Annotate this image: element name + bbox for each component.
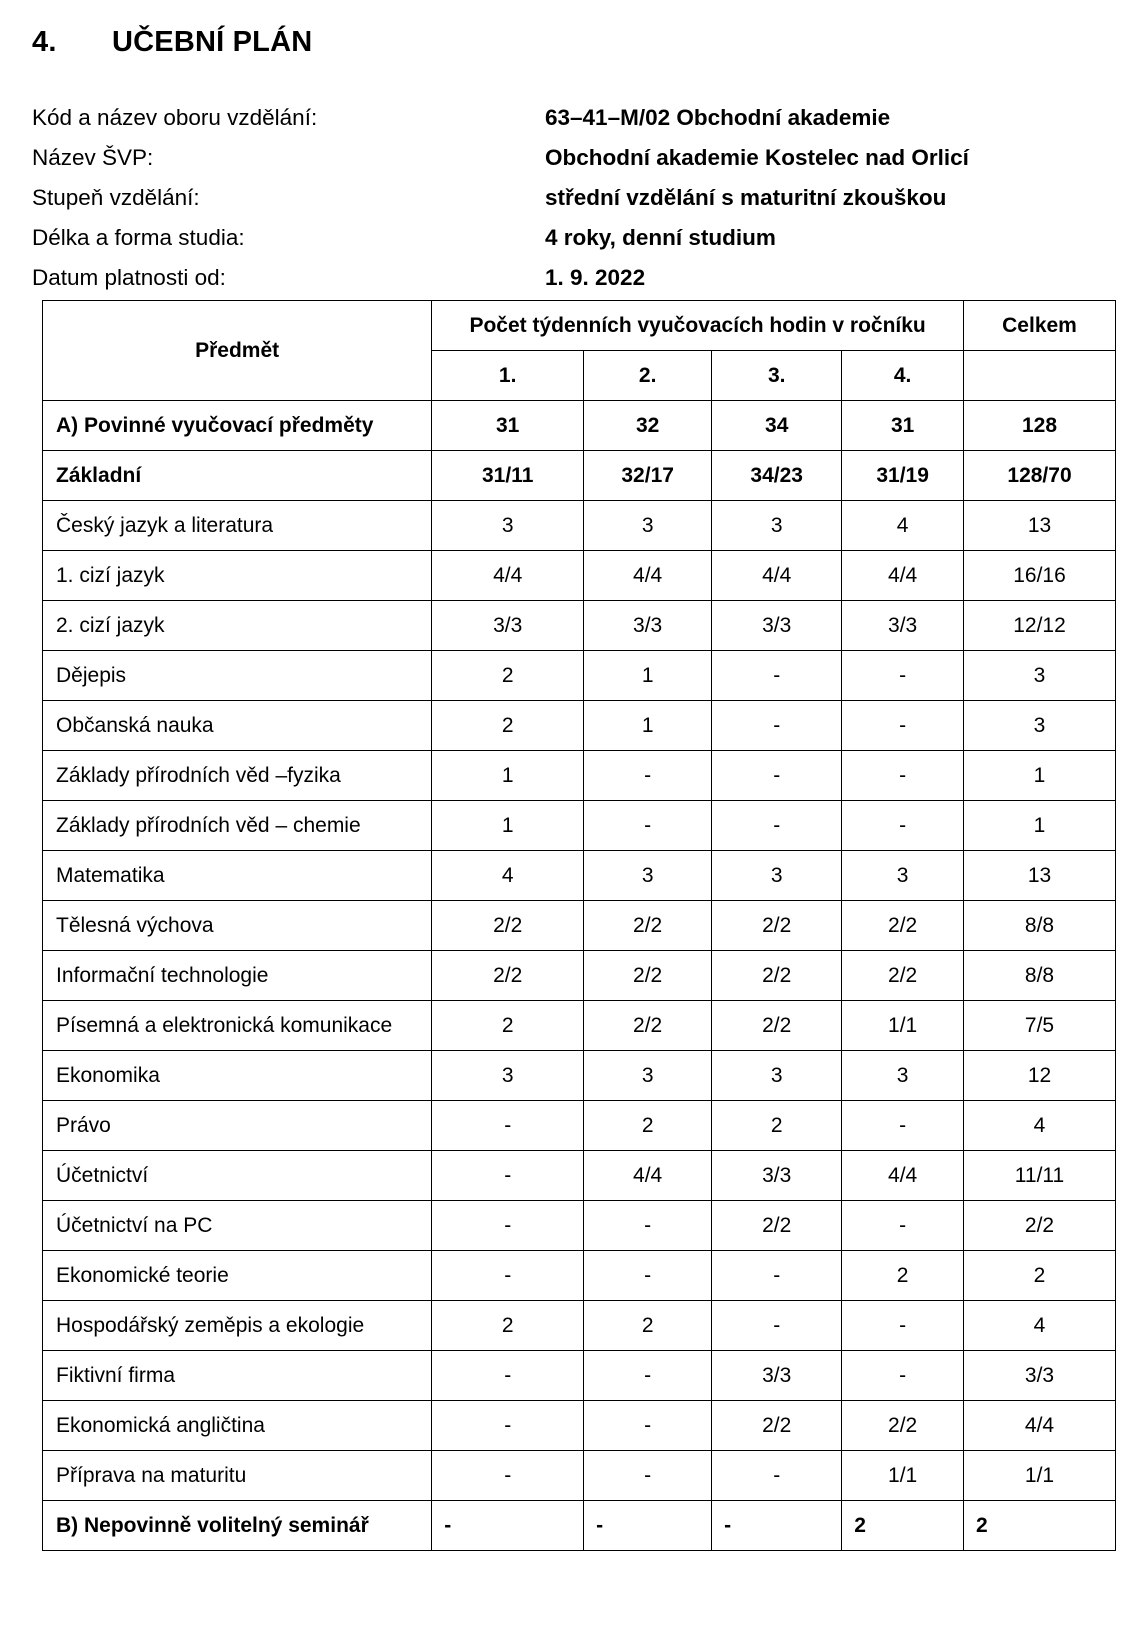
table-row <box>43 1051 1116 1101</box>
hours-cell: 2 <box>432 1301 584 1351</box>
hours-cell: - <box>584 1201 712 1251</box>
info-label: Datum platnosti od: <box>32 265 226 290</box>
hours-cell: 31/19 <box>842 451 964 501</box>
hours-cell: 2/2 <box>584 901 712 951</box>
table-row <box>43 851 1116 901</box>
hours-cell: 3/3 <box>712 601 842 651</box>
table-row <box>43 1351 1116 1401</box>
hours-cell: 2/2 <box>842 951 964 1001</box>
hours-cell: - <box>432 1351 584 1401</box>
hours-cell: 4 <box>432 851 584 901</box>
hours-cell: 2 <box>842 1251 964 1301</box>
subject-cell: Účetnictví na PC <box>43 1201 432 1251</box>
hours-cell: 3/3 <box>432 601 584 651</box>
hours-cell: 32/17 <box>584 451 712 501</box>
total-cell: 128/70 <box>964 451 1116 501</box>
total-cell: 13 <box>964 851 1116 901</box>
header-total: Celkem <box>964 301 1116 351</box>
table-row <box>43 951 1116 1001</box>
hours-cell: - <box>712 701 842 751</box>
table-row <box>43 801 1116 851</box>
info-label: Délka a forma studia: <box>32 225 245 250</box>
hours-cell: 2 <box>584 1301 712 1351</box>
hours-cell: 2 <box>712 1101 842 1151</box>
study-info <box>32 98 1112 298</box>
header-weekly-hours: Počet týdenních vyučovacích hodin v ročníku <box>432 301 964 351</box>
hours-cell: 1 <box>584 701 712 751</box>
hours-cell: 4/4 <box>584 551 712 601</box>
total-cell: 16/16 <box>964 551 1116 601</box>
total-cell: 12/12 <box>964 601 1116 651</box>
hours-cell: 4/4 <box>712 551 842 601</box>
subject-cell: Občanská nauka <box>43 701 432 751</box>
hours-cell: 4/4 <box>432 551 584 601</box>
total-cell: 7/5 <box>964 1001 1116 1051</box>
subject-cell: Písemná a elektronická komunikace <box>43 1001 432 1051</box>
table-row <box>43 451 1116 501</box>
table-row <box>43 1401 1116 1451</box>
hours-cell: - <box>584 801 712 851</box>
hours-cell: 2 <box>584 1101 712 1151</box>
subject-cell: Fiktivní firma <box>43 1351 432 1401</box>
subject-cell: Dějepis <box>43 651 432 701</box>
table-row <box>43 401 1116 451</box>
subject-cell: B) Nepovinně volitelný seminář <box>43 1501 432 1551</box>
hours-cell: 3/3 <box>712 1351 842 1401</box>
total-cell: 1 <box>964 801 1116 851</box>
table-row <box>43 751 1116 801</box>
hours-cell: 4 <box>842 501 964 551</box>
table-row <box>43 651 1116 701</box>
hours-cell: - <box>584 1451 712 1501</box>
total-cell: 8/8 <box>964 901 1116 951</box>
hours-cell: 2 <box>432 651 584 701</box>
hours-cell: 1 <box>432 751 584 801</box>
total-cell: 3/3 <box>964 1351 1116 1401</box>
hours-cell: 31 <box>842 401 964 451</box>
subject-cell: Tělesná výchova <box>43 901 432 951</box>
info-label: Stupeň vzdělání: <box>32 185 200 210</box>
hours-cell: 3 <box>842 1051 964 1101</box>
curriculum-table <box>42 300 1116 1551</box>
header-total-empty <box>964 351 1116 401</box>
hours-cell: - <box>584 1401 712 1451</box>
header-year: 2. <box>584 351 712 401</box>
hours-cell: 2/2 <box>432 951 584 1001</box>
info-value: 63–41–M/02 Obchodní akademie <box>545 105 891 130</box>
hours-cell: 34/23 <box>712 451 842 501</box>
hours-cell: - <box>584 1351 712 1401</box>
hours-cell: - <box>712 1501 842 1551</box>
hours-cell: 31 <box>432 401 584 451</box>
hours-cell: 3 <box>712 501 842 551</box>
hours-cell: - <box>712 801 842 851</box>
hours-cell: 1 <box>584 651 712 701</box>
hours-cell: - <box>712 751 842 801</box>
total-cell: 12 <box>964 1051 1116 1101</box>
hours-cell: - <box>842 1301 964 1351</box>
hours-cell: - <box>842 1351 964 1401</box>
subject-cell: Základy přírodních věd –fyzika <box>43 751 432 801</box>
total-cell: 2 <box>964 1501 1116 1551</box>
subject-cell: Matematika <box>43 851 432 901</box>
subject-cell: Ekonomická angličtina <box>43 1401 432 1451</box>
total-cell: 4 <box>964 1101 1116 1151</box>
hours-cell: 4/4 <box>842 1151 964 1201</box>
hours-cell: - <box>584 1251 712 1301</box>
hours-cell: 34 <box>712 401 842 451</box>
hours-cell: 1 <box>432 801 584 851</box>
header-year: 1. <box>432 351 584 401</box>
hours-cell: 2/2 <box>584 951 712 1001</box>
hours-cell: - <box>712 651 842 701</box>
table-row <box>43 1001 1116 1051</box>
info-value: 4 roky, denní studium <box>545 225 776 250</box>
hours-cell: - <box>432 1251 584 1301</box>
hours-cell: 3 <box>712 851 842 901</box>
hours-cell: 2 <box>842 1501 964 1551</box>
hours-cell: 2/2 <box>712 951 842 1001</box>
total-cell: 4/4 <box>964 1401 1116 1451</box>
info-label: Kód a název oboru vzdělání: <box>32 105 318 130</box>
info-row-field-code <box>32 98 1112 138</box>
table-row <box>43 1101 1116 1151</box>
hours-cell: - <box>432 1501 584 1551</box>
hours-cell: 3 <box>584 851 712 901</box>
hours-cell: 4/4 <box>584 1151 712 1201</box>
hours-cell: - <box>842 801 964 851</box>
table-row <box>43 551 1116 601</box>
hours-cell: - <box>842 1101 964 1151</box>
subject-cell: 1. cizí jazyk <box>43 551 432 601</box>
hours-cell: - <box>432 1151 584 1201</box>
hours-cell: - <box>584 1501 712 1551</box>
total-cell: 2 <box>964 1251 1116 1301</box>
hours-cell: 2/2 <box>842 1401 964 1451</box>
hours-cell: - <box>584 751 712 801</box>
table-row <box>43 1451 1116 1501</box>
total-cell: 1 <box>964 751 1116 801</box>
hours-cell: 3 <box>584 501 712 551</box>
hours-cell: 32 <box>584 401 712 451</box>
hours-cell: 2/2 <box>712 1401 842 1451</box>
subject-cell: A) Povinné vyučovací předměty <box>43 401 432 451</box>
total-cell: 1/1 <box>964 1451 1116 1501</box>
hours-cell: 2/2 <box>712 1201 842 1251</box>
hours-cell: 31/11 <box>432 451 584 501</box>
total-cell: 3 <box>964 651 1116 701</box>
table-row <box>43 1151 1116 1201</box>
subject-cell: Ekonomika <box>43 1051 432 1101</box>
info-value: 1. 9. 2022 <box>545 265 646 290</box>
total-cell: 8/8 <box>964 951 1116 1001</box>
hours-cell: - <box>842 751 964 801</box>
hours-cell: - <box>432 1101 584 1151</box>
hours-cell: 3 <box>842 851 964 901</box>
header-year: 4. <box>842 351 964 401</box>
hours-cell: 1/1 <box>842 1451 964 1501</box>
total-cell: 2/2 <box>964 1201 1116 1251</box>
subject-cell: Právo <box>43 1101 432 1151</box>
subject-cell: Ekonomické teorie <box>43 1251 432 1301</box>
info-value: střední vzdělání s maturitní zkouškou <box>545 185 947 210</box>
hours-cell: 2/2 <box>584 1001 712 1051</box>
hours-cell: 3 <box>432 501 584 551</box>
total-cell: 4 <box>964 1301 1116 1351</box>
total-cell: 11/11 <box>964 1151 1116 1201</box>
hours-cell: 2/2 <box>432 901 584 951</box>
info-row-study-length <box>32 218 1112 258</box>
section-title: UČEBNÍ PLÁN <box>112 26 313 58</box>
hours-cell: 3 <box>432 1051 584 1101</box>
hours-cell: 2 <box>432 701 584 751</box>
hours-cell: - <box>432 1201 584 1251</box>
hours-cell: 4/4 <box>842 551 964 601</box>
page-heading <box>32 26 312 59</box>
subject-cell: Informační technologie <box>43 951 432 1001</box>
info-row-valid-from <box>32 258 1112 298</box>
subject-cell: Příprava na maturitu <box>43 1451 432 1501</box>
total-cell: 3 <box>964 701 1116 751</box>
subject-cell: Účetnictví <box>43 1151 432 1201</box>
info-value: Obchodní akademie Kostelec nad Orlicí <box>545 145 969 170</box>
table-row <box>43 1251 1116 1301</box>
header-year: 3. <box>712 351 842 401</box>
header-subject: Předmět <box>43 301 432 401</box>
hours-cell: - <box>432 1401 584 1451</box>
info-label: Název ŠVP: <box>32 145 154 170</box>
hours-cell: - <box>432 1451 584 1501</box>
table-row <box>43 1301 1116 1351</box>
table-body <box>43 401 1116 1551</box>
hours-cell: - <box>842 651 964 701</box>
hours-cell: 2/2 <box>842 901 964 951</box>
table-row <box>43 601 1116 651</box>
table-row <box>43 1201 1116 1251</box>
hours-cell: - <box>842 701 964 751</box>
hours-cell: - <box>712 1301 842 1351</box>
table-header-row <box>43 301 1116 351</box>
table-row <box>43 901 1116 951</box>
subject-cell: 2. cizí jazyk <box>43 601 432 651</box>
hours-cell: - <box>712 1451 842 1501</box>
total-cell: 13 <box>964 501 1116 551</box>
hours-cell: 3/3 <box>712 1151 842 1201</box>
hours-cell: 2/2 <box>712 1001 842 1051</box>
hours-cell: 2 <box>432 1001 584 1051</box>
total-cell: 128 <box>964 401 1116 451</box>
info-row-education-level <box>32 178 1112 218</box>
hours-cell: 3 <box>584 1051 712 1101</box>
subject-cell: Hospodářský zeměpis a ekologie <box>43 1301 432 1351</box>
subject-cell: Český jazyk a literatura <box>43 501 432 551</box>
table-row <box>43 501 1116 551</box>
table-row <box>43 1501 1116 1551</box>
hours-cell: - <box>712 1251 842 1301</box>
info-row-svp-name <box>32 138 1112 178</box>
section-number: 4. <box>32 26 57 58</box>
hours-cell: 3/3 <box>584 601 712 651</box>
hours-cell: 1/1 <box>842 1001 964 1051</box>
hours-cell: 2/2 <box>712 901 842 951</box>
hours-cell: 3/3 <box>842 601 964 651</box>
subject-cell: Základní <box>43 451 432 501</box>
hours-cell: 3 <box>712 1051 842 1101</box>
table-row <box>43 701 1116 751</box>
hours-cell: - <box>842 1201 964 1251</box>
subject-cell: Základy přírodních věd – chemie <box>43 801 432 851</box>
